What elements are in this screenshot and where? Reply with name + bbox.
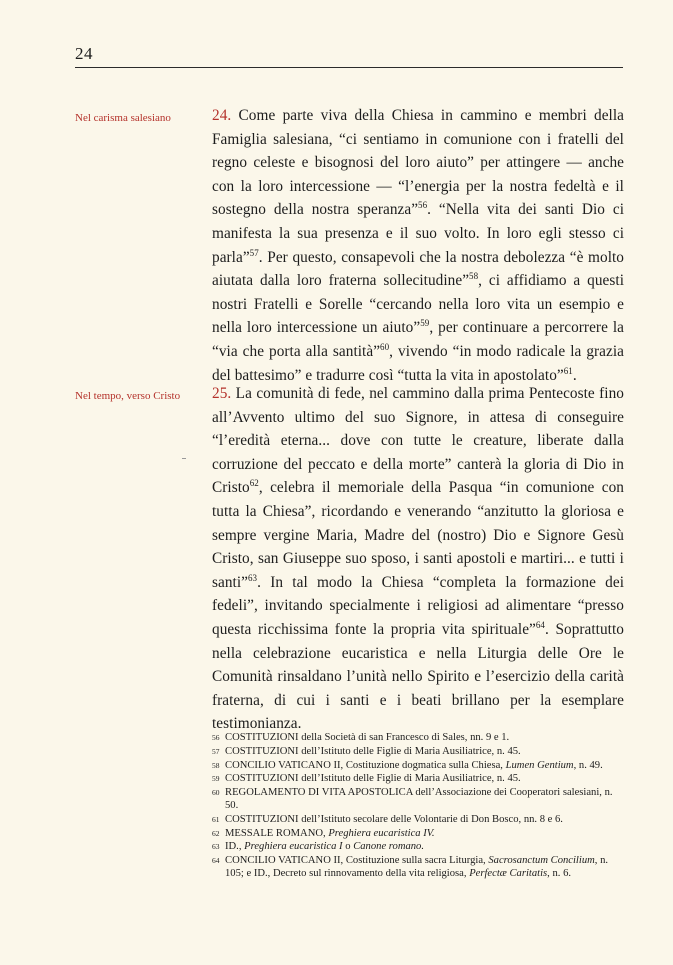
footnote-text — [225, 787, 624, 813]
text-run: ID., — [225, 841, 245, 853]
text-run: , n. 49. — [573, 759, 603, 771]
margin-tick — [182, 458, 186, 459]
footnote-text — [225, 773, 624, 786]
footnote-text — [225, 732, 624, 745]
footnote-number: 63 — [212, 842, 220, 852]
footnote — [212, 787, 624, 813]
text-run: . “Nella vita dei santi Dio ci manifesta la sua presenza e il suo volto. In loro egli stesso ci parla” — [212, 201, 624, 266]
text-run: COSTITUZIONI dell’Istituto secolare delle Volontarie di Don Bosco, nn. 8 e 6. — [225, 813, 563, 825]
section-24 — [212, 104, 624, 387]
footnote-number: 56 — [212, 733, 220, 742]
section-25-text — [212, 382, 624, 736]
margin-note-tempo: Nel tempo, verso Cristo — [75, 390, 181, 402]
text-run: La comunità di fede, nel cammino dalla prima Pentecoste fino all’Avvento ultimo del suo Signore, in attesa di conseguire “l’eredità eterna... dove con tutte le creature, liberate dalla corruzione del peccato e della morte” canterà la gloria di Dio in Cristo — [212, 385, 624, 497]
italic-title: Perfectæ Caritatis — [469, 867, 548, 879]
text-run: , ci affidiamo a questi nostri Fratelli e Sorelle “cercando nella loro vita un esempio e nella loro intercessione un aiuto” — [212, 272, 624, 337]
footnote-ref: 58 — [469, 271, 479, 282]
margin-note-carisma: Nel carisma salesiano — [75, 112, 171, 124]
footnote-ref: 62 — [249, 478, 259, 489]
text-run: MESSALE ROMANO, — [225, 827, 329, 839]
text-run: . In tal modo la Chiesa “completa la formazione dei fedeli”, invitando specialmente i religiosi ad alimentare “presso questa ricchissima fonte la propria vita spirituale” — [212, 573, 624, 638]
footnote-number: 57 — [212, 746, 220, 756]
text-run: . Soprattutto nella celebrazione eucaristica e nella Liturgia delle Ore le Comunità rinsaldano l’unità nello Spirito e l’esercizio della carità fraterna, di cui i santi e i beati brillano per la esemplare testimonianza. — [212, 620, 624, 733]
text-run: COSTITUZIONI dell’Istituto delle Figlie di Maria Ausiliatrice, n. 45. — [225, 745, 521, 757]
text-run: . — [572, 366, 577, 384]
footnote-ref: 61 — [563, 365, 573, 376]
section-25 — [212, 382, 624, 736]
footnote — [212, 773, 624, 786]
text-run: , n. 105; e ID., Decreto sul rinnovamento della vita religiosa, — [225, 855, 609, 879]
text-run: , celebra il memoriale della Pasqua “in comunione con tutta la Chiesa”, ricordando e venerando “anzitutto la gloriosa e sempre vergine Maria, Madre del (nostro) Dio e Signore Gesù Cristo, san Giuseppe suo sposo, i santi apostoli e martiri... e tutti i santi” — [212, 479, 624, 591]
footnote-number: 58 — [212, 760, 220, 770]
footnote — [212, 841, 624, 854]
text-run: COSTITUZIONI della Società di san Francesco di Sales, nn. 9 e 1. — [225, 732, 510, 743]
footnote-ref: 60 — [380, 341, 390, 352]
text-run: , per continuare a percorrere la “via che porta alla santità” — [212, 319, 624, 360]
footnote-text — [225, 841, 624, 854]
text-run: CONCILIO VATICANO II, Costituzione sulla sacra Liturgia, — [225, 855, 489, 867]
text-run: o — [342, 841, 354, 853]
header-rule — [75, 67, 623, 68]
section-24-text — [212, 104, 624, 387]
text-run: REGOLAMENTO DI VITA APOSTOLICA dell’Associazione dei Cooperatori salesiani, n. 50. — [225, 787, 613, 811]
footnote-number: 62 — [212, 828, 220, 838]
text-run: . Per questo, consapevoli che la nostra debolezza “è molto aiutata dalla loro fraterna sollecitudine” — [212, 248, 624, 290]
footnote-ref: 59 — [420, 318, 430, 329]
text-run: , n. 6. — [547, 867, 572, 879]
italic-title: Lumen Gentium — [505, 759, 574, 771]
footnote-text — [225, 760, 624, 773]
footnote — [212, 760, 624, 773]
footnote-text — [225, 855, 624, 881]
footnotes — [212, 732, 624, 882]
italic-title: Sacrosanctum Concilium — [488, 855, 595, 867]
italic-title: Preghiera eucaristica I — [244, 841, 343, 853]
footnote-ref: 56 — [418, 200, 428, 211]
footnote-ref: 63 — [247, 572, 258, 583]
footnote-number: 59 — [212, 774, 220, 784]
section-number: 25. — [212, 385, 232, 402]
footnote — [212, 732, 624, 745]
footnote-text — [225, 828, 624, 841]
footnote-text — [225, 746, 624, 759]
italic-title: Canone romano. — [353, 841, 425, 853]
section-number: 24. — [212, 107, 232, 124]
footnote — [212, 828, 624, 841]
page-number: 24 — [75, 44, 93, 63]
italic-title: Preghiera eucaristica IV. — [328, 827, 435, 839]
footnote-text — [225, 814, 624, 827]
footnote-number: 60 — [212, 788, 220, 798]
text-run: Come parte viva della Chiesa in cammino e membri della Famiglia salesiana, “ci sentiamo in comunione con i fratelli del regno celeste e bisognosi del loro aiuto” per attingere — anche con la loro intercessione — “l’energia per la nostra fedeltà e il sostegno della nostra speranza” — [212, 107, 624, 219]
text-run: CONCILIO VATICANO II, Costituzione dogmatica sulla Chiesa, — [225, 759, 506, 771]
footnote — [212, 814, 624, 827]
footnote-number: 64 — [212, 856, 220, 866]
footnote-ref: 64 — [535, 619, 545, 630]
text-run: , vivendo “in modo radicale la grazia del battesimo” e tradurre così “tutta la vita in apostolato” — [212, 342, 624, 384]
footnote-number: 61 — [212, 814, 220, 824]
footnote-ref: 57 — [249, 247, 259, 258]
text-run: COSTITUZIONI dell’Istituto delle Figlie di Maria Ausiliatrice, n. 45. — [225, 773, 521, 785]
footnote — [212, 855, 624, 881]
footnote — [212, 746, 624, 759]
